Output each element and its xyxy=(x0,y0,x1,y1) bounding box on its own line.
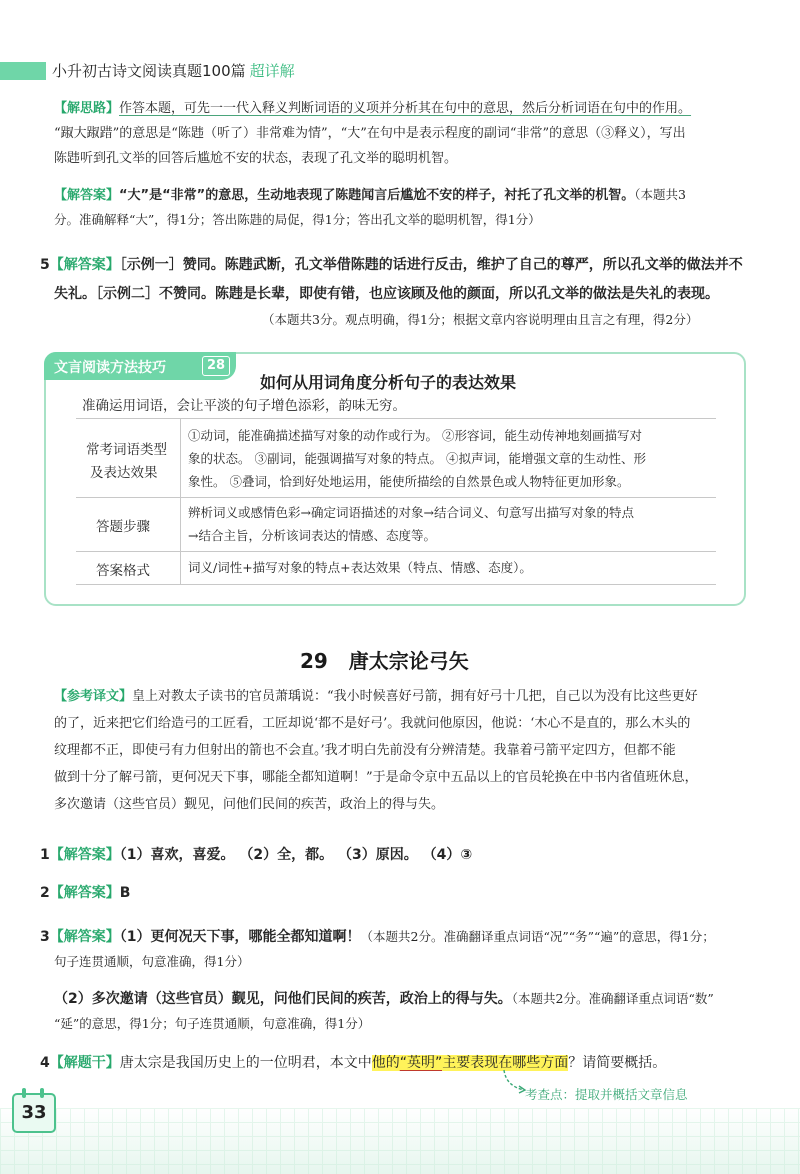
row1-label-1: 常考词语类型 xyxy=(86,442,167,458)
q5-text-1: ［示例一］赞同。陈韪武断，孔文举借陈韪的话进行反击，维护了自己的尊严，所以孔文举的做法并不 xyxy=(119,257,743,273)
answer-line-1 xyxy=(54,186,686,205)
q5-text-2: 失礼。［示例二］不赞同。陈韪是长辈，即使有错，也应该顾及他的颜面，所以孔文举的做法是失礼的表现。 xyxy=(54,286,719,302)
answer-3-tag: 【解答案】 xyxy=(49,929,120,945)
answer-tag: 【解答案】 xyxy=(54,188,120,203)
answer-1-number: 1 xyxy=(40,847,50,863)
answer-note-1: （本题共3 xyxy=(634,187,686,202)
section-number: 29 xyxy=(300,649,328,673)
answer-3-line-3 xyxy=(54,990,714,1008)
row1-label-2: 及表达效果 xyxy=(90,465,158,481)
row1-line-2: 象的状态。 ③副词，能强调描写对象的特点。 ④拟声词，能增强文章的生动性、形 xyxy=(188,451,646,466)
book-title-accent: 超详解 xyxy=(249,62,295,80)
hint-text: 考查点：提取并概括文章信息 xyxy=(525,1087,688,1102)
header-accent-bar xyxy=(0,62,46,80)
answer-3-part1: （1）更何况天下事，哪能全都知道啊！ xyxy=(119,929,361,945)
translation-line-2: 的了，近来把它们给造弓的工匠看，工匠却说‘都不是好弓’。我就问他原因，他说：‘木心不是直的，那么木头的 xyxy=(54,716,691,731)
book-title-text: 小升初古诗文阅读真题100篇 xyxy=(52,62,246,80)
translation-line-1 xyxy=(54,688,698,706)
translation-tag: 【参考译文】 xyxy=(54,689,133,704)
q5-line-2 xyxy=(54,285,719,303)
row2-line-1: 辨析词义或感情色彩→确定词语描述的对象→结合词义、句意写出描写对象的特点 xyxy=(188,505,634,520)
answer-3-part2: （2）多次邀请（这些官员）觐见，问他们民间的疾苦，政治上的得与失。 xyxy=(54,991,512,1007)
answer-3-part1-note: （本题共2分。准确翻译重点词语“况”“务”“遍”的意思，得1分； xyxy=(360,929,715,944)
footer-grid xyxy=(0,1108,800,1174)
thinking-line-1 xyxy=(54,100,691,118)
q5-tag: 【解答案】 xyxy=(49,257,120,273)
question-4-tag: 【解题干】 xyxy=(49,1055,120,1071)
answer-1-text: （1）喜欢，喜爱。 （2）全，都。 （3）原因。 （4）③ xyxy=(119,847,473,863)
method-box-tab-label: 文言阅读方法技巧 xyxy=(54,360,166,376)
question-4-number: 4 xyxy=(40,1055,50,1071)
answer-3-line-2: 句子连贯通顺，句意准确，得1分） xyxy=(54,954,250,969)
row3-label: 答案格式 xyxy=(96,563,150,579)
table-rule-2 xyxy=(76,551,716,552)
question-4-highlight-1: 他的 xyxy=(371,1055,400,1071)
q5-line-1 xyxy=(40,256,743,274)
q5-number: 5 xyxy=(40,257,50,273)
table-rule-1 xyxy=(76,497,716,498)
answer-3-line-4: “延”的意思，得1分；句子连贯通顺，句意准确，得1分） xyxy=(54,1016,371,1031)
answer-3-number: 3 xyxy=(40,929,50,945)
translation-line-3: 纹理都不正，即使弓有力但射出的箭也不会直。’我才明白先前没有分辨清楚。我靠着弓箭平定四方，但都不能 xyxy=(54,743,676,758)
row1-line-3: 象性。 ⑤叠词，恰到好处地运用，能使所描绘的自然景色或人物特征更加形象。 xyxy=(188,474,630,489)
answer-text-1: “大”是“非常”的意思，生动地表现了陈韪闻言后尴尬不安的样子，衬托了孔文举的机智。 xyxy=(119,188,635,203)
question-4-highlight-2: “英明” xyxy=(399,1055,443,1071)
answer-1 xyxy=(40,846,472,864)
answer-3-line-1 xyxy=(40,928,715,946)
question-4 xyxy=(40,1054,666,1072)
thinking-tag: 【解思路】 xyxy=(54,101,120,116)
thinking-line-3: 陈韪听到孔文举的回答后尴尬不安的状态，表现了孔文举的聪明机智。 xyxy=(54,151,458,166)
answer-2-tag: 【解答案】 xyxy=(49,885,120,901)
translation-line-5: 多次邀请（这些官员）觐见，问他们民间的疾苦，政治上的得与失。 xyxy=(54,797,445,812)
section-title xyxy=(300,645,469,674)
method-box-heading: 如何从用词角度分析句子的表达效果 xyxy=(260,373,517,392)
calendar-ring-left xyxy=(22,1088,26,1098)
thinking-text-1: 作答本题，可先一一代入释义判断词语的义项并分析其在句中的意思，然后分析词语在句中的作用。 xyxy=(119,101,692,116)
table-rule-top xyxy=(76,418,716,419)
page-number: 33 xyxy=(21,1102,47,1123)
table-rule-bottom xyxy=(76,584,716,585)
row2-line-2: →结合主旨，分析该词表达的情感、态度等。 xyxy=(188,528,436,543)
row1-line-1: ①动词，能准确描述描写对象的动作或行为。 ②形容词，能生动传神地刻画描写对 xyxy=(188,428,642,443)
thinking-line-2: “踧大踧踖”的意思是“陈韪（听了）非常难为情”，“大”在句中是表示程度的副词“非常”的意思（③释义），写出 xyxy=(54,126,686,141)
answer-line-2: 分。准确解释“大”，得1分；答出陈韪的局促，得1分；答出孔文举的聪明机智，得1分） xyxy=(54,212,541,227)
question-4-highlight-3: 主要表现在哪些方面 xyxy=(442,1055,569,1071)
translation-text-1: 皇上对教太子读书的官员萧瑀说：“我小时候喜好弓箭，拥有好弓十几把，自己以为没有比这些更好 xyxy=(132,689,698,704)
answer-2-number: 2 xyxy=(40,885,50,901)
book-title xyxy=(52,60,295,81)
row2-label: 答题步骤 xyxy=(96,519,150,535)
answer-2 xyxy=(40,884,130,902)
method-box-intro: 准确运用词语，会让平淡的句子增色添彩，韵味无穷。 xyxy=(82,398,406,414)
answer-3-part2-note: （本题共2分。准确翻译重点词语“数” xyxy=(511,991,714,1006)
translation-line-4: 做到十分了解弓箭，更何况天下事，哪能全都知道啊！”于是命令京中五品以上的官员轮换在中书内省值班休息， xyxy=(54,770,698,785)
question-4-pre: 唐太宗是我国历史上的一位明君，本文中 xyxy=(119,1055,372,1071)
calendar-ring-right xyxy=(40,1088,44,1098)
method-box-tab-number: 28 xyxy=(202,356,230,376)
q5-note: （本题共3分。观点明确，得1分；根据文章内容说明理由且言之有理，得2分） xyxy=(262,312,699,327)
section-title-text: 唐太宗论弓矢 xyxy=(348,649,469,673)
table-divider xyxy=(180,418,181,584)
row3-line-1: 词义/词性+描写对象的特点+表达效果（特点、情感、态度）。 xyxy=(188,560,532,575)
question-4-post: ？请简要概括。 xyxy=(568,1055,667,1071)
answer-1-tag: 【解答案】 xyxy=(49,847,120,863)
answer-2-text: B xyxy=(119,885,131,901)
